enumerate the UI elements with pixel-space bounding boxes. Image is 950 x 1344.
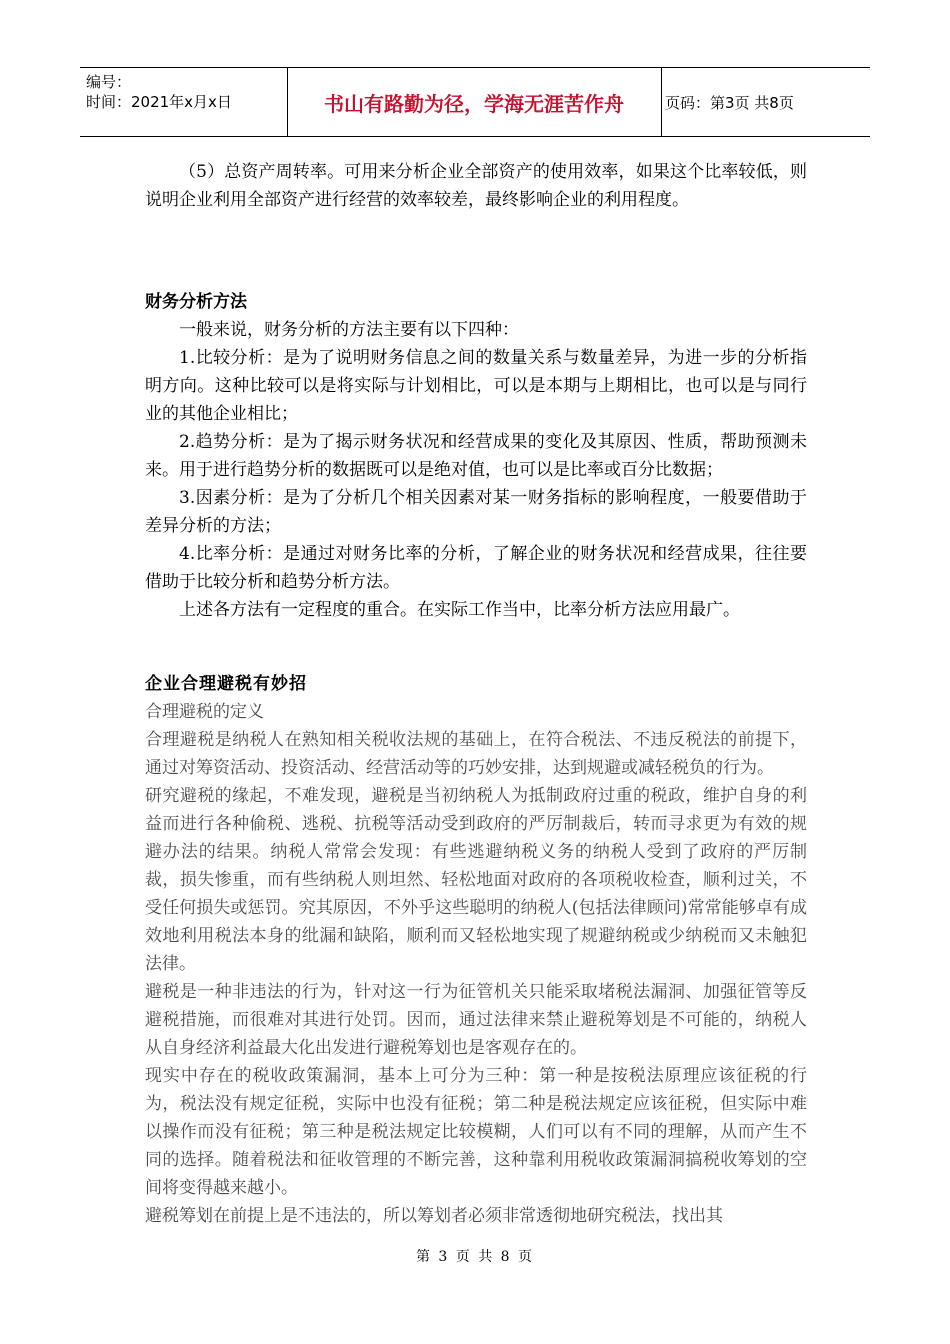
method-item-ratio: 4.比率分析：是通过对财务比率的分析，了解企业的财务状况和经营成果，往往要借助于比较分析和趋势分析方法。 [145, 544, 807, 592]
page-footer: 第 3 页 共 8 页 [415, 1249, 535, 1265]
header-meta [86, 72, 232, 112]
spacer [145, 624, 807, 670]
methods-conclusion: 上述各方法有一定程度的重合。在实际工作当中，比率分析方法应用最广。 [179, 600, 740, 620]
document-time-label: 时间：2021年x月x日 [86, 93, 232, 111]
tax-avoidance-paragraph: 避税筹划在前提上是不违法的，所以筹划者必须非常透彻地研究税法，找出其 [145, 1206, 723, 1226]
tax-avoidance-paragraph: 研究避税的缘起，不难发现，避税是当初纳税人为抵制政府过重的税政，维护自身的利益而进行各种偷税、逃税、抗税等活动受到政府的严厉制裁后，转而寻求更为有效的规避办法的结果。纳税人常常会发现：有些逃避纳税义务的纳税人受到了政府的严厉制裁，损失惨重，而有些纳税人则坦然、轻松地面对政府的各项税收检查，顺利过关，不受任何损失或惩罚。究其原因，不外乎这些聪明的纳税人(包括法律顾问)常常能够卓有成效地利用税法本身的纰漏和缺陷，顺利而又轻松地实现了规避纳税或少纳税而又未触犯法律。 [145, 786, 807, 974]
header-divider-right [661, 68, 662, 136]
tax-avoidance-paragraph: 现实中存在的税收政策漏洞，基本上可分为三种：第一种是按税法原理应该征税的行为，税法没有规定征税，实际中也没有征税；第二种是税法规定应该征税，但实际中难以操作而没有征税；第三种是税法规定比较模糊，人们可以有不同的理解，从而产生不同的选择。随着税法和征收管理的不断完善，这种靠利用税收政策漏洞搞税收筹划的空间将变得越来越小。 [145, 1066, 807, 1198]
section-heading-financial-analysis: 财务分析方法 [145, 292, 247, 312]
method-item-factor: 3.因素分析：是为了分析几个相关因素对某一财务指标的影响程度，一般要借助于差异分析的方法； [145, 488, 807, 536]
document-body [145, 158, 807, 1230]
methods-intro: 一般来说，财务分析的方法主要有以下四种： [179, 320, 519, 340]
tax-avoidance-paragraph: 合理避税是纳税人在熟知相关税收法规的基础上，在符合税法、不违反税法的前提下，通过对筹资活动、投资活动、经营活动等的巧妙安排，达到规避或减轻税负的行为。 [145, 730, 807, 778]
method-item-comparison: 1.比较分析：是为了说明财务信息之间的数量关系与数量差异，为进一步的分析指明方向。这种比较可以是将实际与计划相比，可以是本期与上期相比，也可以是与同行业的其他企业相比； [145, 348, 807, 424]
page-header [80, 67, 870, 137]
spacer [145, 214, 807, 288]
method-item-trend: 2.趋势分析：是为了揭示财务状况和经营成果的变化及其原因、性质，帮助预测未来。用于进行趋势分析的数据既可以是绝对值，也可以是比率或百分比数据； [145, 432, 807, 480]
header-motto: 书山有路勤为径，学海无涯苦作舟 [324, 91, 624, 116]
header-page-info: 页码：第3页 共8页 [665, 93, 794, 112]
total-asset-turnover-paragraph: （5）总资产周转率。可用来分析企业全部资产的使用效率，如果这个比率较低，则说明企业利用全部资产进行经营的效率较差，最终影响企业的利用程度。 [145, 162, 807, 210]
section-heading-tax-avoidance: 企业合理避税有妙招 [145, 674, 307, 694]
tax-avoidance-subtitle: 合理避税的定义 [145, 702, 264, 722]
tax-avoidance-paragraph: 避税是一种非违法的行为，针对这一行为征管机关只能采取堵税法漏洞、加强征管等反避税措施，而很难对其进行处罚。因而，通过法律来禁止避税筹划是不可能的，纳税人从自身经济利益最大化出发进行避税筹划也是客观存在的。 [145, 982, 807, 1058]
document-number-label: 编号： [86, 73, 132, 91]
